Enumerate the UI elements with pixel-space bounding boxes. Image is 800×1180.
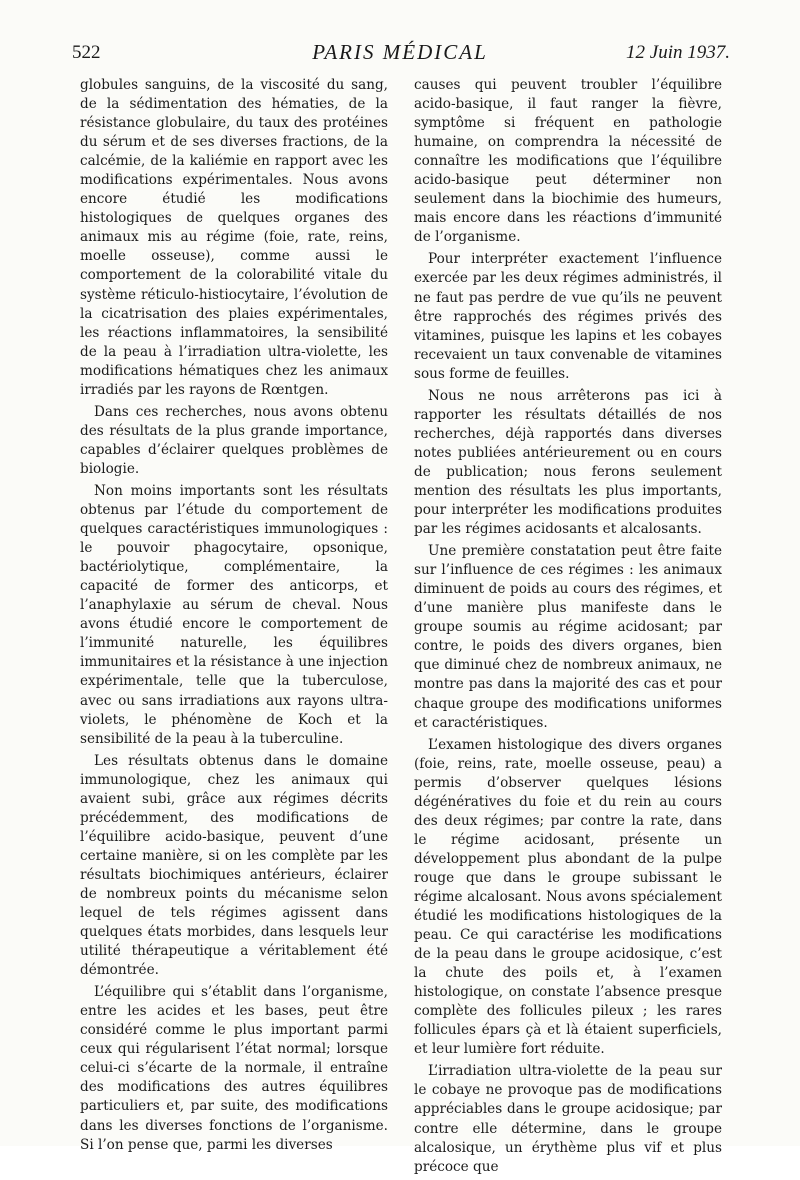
paragraph: Une première constatation peut être faite sur l’influence de ces régimes : les animaux diminuent de poids au cours des régimes, et d’une manière plus manifeste dans le groupe soumis au régime acidosant; par contre, le poids des divers organes, bien que diminué chez de nombreux animaux, ne montre pas dans la majorité des cas et pour chaque groupe des modifications uniformes et caractéristiques. — [414, 543, 722, 731]
paragraph: Les résultats obtenus dans le domaine immunologique, chez les animaux qui avaient subi, grâce aux régimes décrits précédemment, des modifications de l’équilibre acido-basique, peuvent d’une certaine manière, si on les complète par les résultats biochimiques antérieurs, éclairer de nombreux points du mécanisme selon lequel de tels régimes agissent dans quelques états morbides, dans lesquels leur utilité thérapeutique a véritablement été démontrée. — [80, 752, 388, 979]
paragraph: Pour interpréter exactement l’influence exercée par les deux régimes administrés, il ne faut pas perdre de vue qu’ils ne peuvent être rapprochés des régimes privés des vitamines, puisque les lapins et les cobayes recevaient un taux convenable de vitamines sous forme de feuilles. — [414, 251, 722, 382]
right-column — [414, 76, 722, 1180]
paragraph: Non moins importants sont les résultats obtenus par l’étude du comportement de quelques caractéristiques immunologiques : le pouvoir phagocytaire, opsonique, bactériolytique, complémentaire, la capacité de former des anticorps, et l’anaphylaxie au sérum de cheval. Nous avons étudié encore le comportement de l’immunité naturelle, les équilibres immunitaires et la résistance à une injection expérimentale, telle que la tuberculose, avec ou sans irradiations aux rayons ultra-violets, le phénomène de Koch et la sensibilité de la peau à la tuberculine. — [80, 482, 388, 747]
paragraph: L’irradiation ultra-violette de la peau sur le cobaye ne provoque pas de modifications appréciables dans le groupe acidosique; par contre elle détermine, dans le groupe alcalosique, un érythème plus vif et plus précoce que — [414, 1063, 722, 1175]
issue-date: 12 Juin 1937. — [626, 42, 730, 63]
page-number: 522 — [72, 42, 101, 63]
paragraph: L’examen histologique des divers organes (foie, reins, rate, moelle osseuse, peau) a permis d’observer quelques lésions dégénératives du foie et du rein au cours des deux régimes; par contre la rate, dans le régime acidosant, présente un développement plus abondant de la pulpe rouge que dans le groupe subissant le régime alcalosant. Nous avons spécialement étudié les modifications histologiques de la peau. Ce qui caractérise les modifications de la peau dans le groupe acidosique, c’est la chute des poils et, à l’examen histologique, on constate l’absence presque complète des follicules pileux ; les rares follicules épars çà et là étaient superficiels, et leur lumière fort réduite. — [414, 736, 722, 1058]
journal-title: PARIS MÉDICAL — [312, 40, 488, 64]
paragraph: L’équilibre qui s’établit dans l’organisme, entre les acides et les bases, peut être considéré comme le plus important parmi ceux qui régularisent l’état normal; lorsque celui-ci s’écarte de la normale, il entraîne des modifications des autres équilibres particuliers et, par suite, des modifications dans les diverses fonctions de l’organisme. Si l’on pense que, parmi les diverses — [80, 984, 388, 1153]
paragraph: causes qui peuvent troubler l’équilibre acido-basique, il faut ranger la fièvre, symptôme si fréquent en pathologie humaine, on comprendra la nécessité de connaître les modifications que l’équilibre acido-basique peut déterminer non seulement dans la biochimie des humeurs, mais encore dans les réactions d’immunité de l’organisme. — [414, 77, 722, 246]
paragraph: Nous ne nous arrêterons pas ici à rapporter les résultats détaillés de nos recherches, déjà rapportés dans diverses notes publiées antérieurement ou en cours de publication; nous ferons seulement mention des résultats les plus importants, pour interpréter les modifications produites par les régimes acidosants et alcalosants. — [414, 387, 722, 538]
left-column — [80, 76, 388, 1158]
paragraph: globules sanguins, de la viscosité du sang, de la sédimentation des hématies, de la résistance globulaire, du taux des protéines du sérum et de ses diverses fractions, de la calcémie, de la kaliémie en rapport avec les modifications expérimentales. Nous avons encore étudié les modifications histologiques de quelques organes des animaux mis au régime (foie, rate, reins, moelle osseuse), comme aussi le comportement de la colorabilité vitale du système réticulo-histiocytaire, l’évolution de la cicatrisation des plaies expérimentales, les réactions inflammatoires, la sensibilité de la peau à l’irradiation ultra-violette, les modifications hématiques chez les animaux irradiés par les rayons de Rœntgen. — [80, 77, 388, 398]
paragraph: Dans ces recherches, nous avons obtenu des résultats de la plus grande importance, capables d’éclairer quelques problèmes de biologie. — [80, 403, 388, 477]
